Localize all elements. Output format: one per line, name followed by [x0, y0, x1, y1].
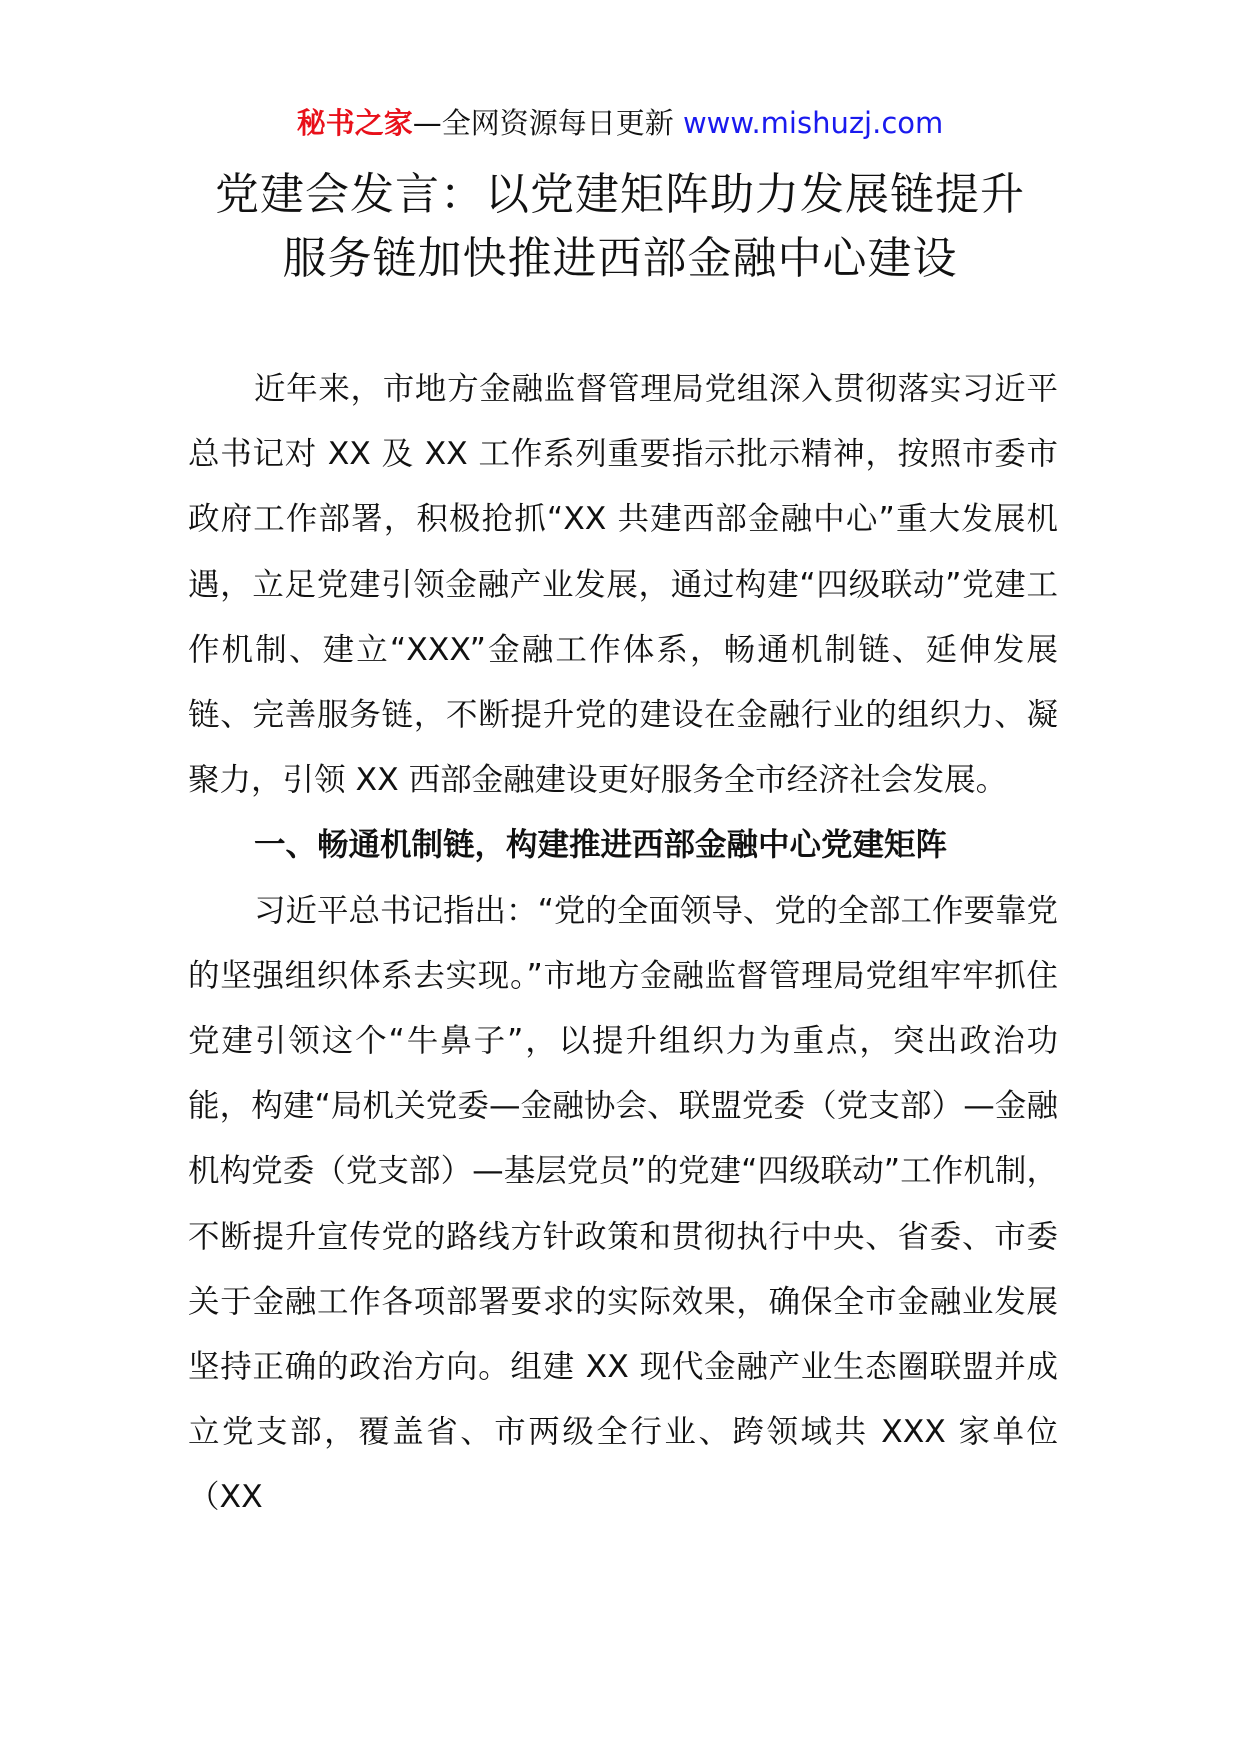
paragraph-section-1: 习近平总书记指出：“党的全面领导、党的全部工作要靠党的坚强组织体系去实现。”市地方金融监督管理局党组牢牢抓住党建引领这个“牛鼻子”，以提升组织力为重点，突出政治功能，构建“局机关党委—金融协会、联盟党委（党支部）—金融机构党委（党支部）—基层党员”的党建“四级联动”工作机制，不断提升宣传党的路线方针政策和贯彻执行中央、省委、市委关于金融工作各项部署要求的实际效果，确保全市金融业发展坚持正确的政治方向。组建 XX 现代金融产业生态圈联盟并成立党支部，覆盖省、市两级全行业、跨领域共 XXX 家单位（XX — [188, 892, 1058, 1516]
title-line-1: 党建会发言：以党建矩阵助力发展链提升 — [215, 169, 1025, 220]
section-heading-1: 一、畅通机制链，构建推进西部金融中心党建矩阵 — [254, 827, 948, 864]
brand-name: 秘书之家 — [296, 106, 413, 140]
site-header — [0, 100, 1240, 146]
title-line-2: 服务链加快推进西部金融中心建设 — [282, 233, 958, 284]
document-title — [0, 163, 1240, 291]
header-tagline: —全网资源每日更新 — [412, 106, 683, 140]
site-url-link[interactable]: www.mishuzj.com — [682, 106, 944, 140]
paragraph-intro: 近年来，市地方金融监督管理局党组深入贯彻落实习近平总书记对 XX 及 XX 工作系列重要指示批示精神，按照市委市政府工作部署，积极抢抓“XX 共建西部金融中心”重大发展机遇，立足党建引领金融产业发展，通过构建“四级联动”党建工作机制、建立“XXX”金融工作体系，畅通机制链、延伸发展链、完善服务链，不断提升党的建设在金融行业的组织力、凝聚力，引领 XX 西部金融建设更好服务全市经济社会发展。 — [188, 371, 1058, 799]
document-body — [188, 357, 1058, 1531]
